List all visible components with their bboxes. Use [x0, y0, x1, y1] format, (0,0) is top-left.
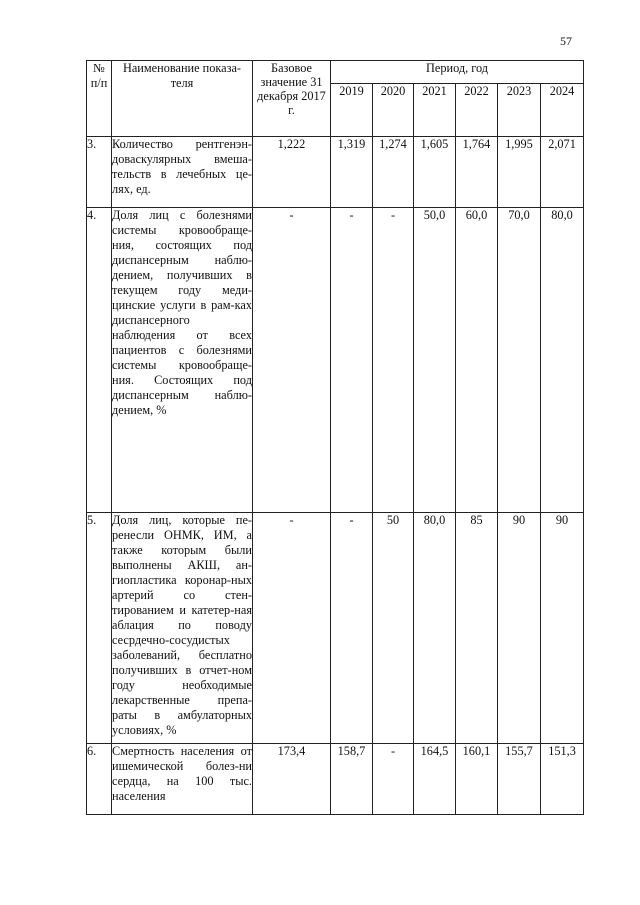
- value-2024: 90: [541, 513, 584, 744]
- base-value: -: [253, 208, 331, 513]
- value-2022: 160,1: [456, 744, 498, 815]
- indicator-name: Доля лиц, которые пе-ренесли ОНМК, ИМ, а также которым были выполнены АКШ, ан-гиопластика коронар-ных артерий со стен-тированием и катетер-ная аблация по поводу сесрдечно-сосудистых заболеваний, бесплатно получивших в отчет-ном году необходимые лекарственные препа-раты в амбулаторных условиях, %: [112, 513, 253, 744]
- row-number: 6.: [87, 744, 112, 815]
- value-2022: 60,0: [456, 208, 498, 513]
- indicator-name: Количество рентгенэн-доваскулярных вмеша-тельств в лечебных це-лях, ед.: [112, 137, 253, 208]
- header-year-2021: 2021: [414, 84, 456, 137]
- header-base-value: Базовое значение 31 декабря 2017 г.: [253, 61, 331, 137]
- header-year-2020: 2020: [373, 84, 414, 137]
- table-row: [87, 513, 584, 744]
- base-value: -: [253, 513, 331, 744]
- base-value: 173,4: [253, 744, 331, 815]
- value-2019: -: [331, 208, 373, 513]
- value-2019: -: [331, 513, 373, 744]
- value-2021: 164,5: [414, 744, 456, 815]
- base-value: 1,222: [253, 137, 331, 208]
- table-row: [87, 208, 584, 513]
- table-row: [87, 137, 584, 208]
- value-2019: 158,7: [331, 744, 373, 815]
- indicators-table: [86, 60, 584, 815]
- header-year-2023: 2023: [498, 84, 541, 137]
- value-2022: 1,764: [456, 137, 498, 208]
- table-header-row: [87, 61, 584, 84]
- row-number: 3.: [87, 137, 112, 208]
- header-year-2022: 2022: [456, 84, 498, 137]
- value-2023: 1,995: [498, 137, 541, 208]
- value-2021: 80,0: [414, 513, 456, 744]
- header-year-2019: 2019: [331, 84, 373, 137]
- table-row: [87, 744, 584, 815]
- value-2020: -: [373, 208, 414, 513]
- value-2021: 1,605: [414, 137, 456, 208]
- value-2019: 1,319: [331, 137, 373, 208]
- value-2024: 151,3: [541, 744, 584, 815]
- row-number: 5.: [87, 513, 112, 744]
- value-2024: 2,071: [541, 137, 584, 208]
- header-num: № п/п: [87, 61, 112, 137]
- header-period: Период, год: [331, 61, 584, 84]
- header-name: Наименование показа-теля: [112, 61, 253, 137]
- value-2023: 70,0: [498, 208, 541, 513]
- header-year-2024: 2024: [541, 84, 584, 137]
- value-2022: 85: [456, 513, 498, 744]
- value-2023: 155,7: [498, 744, 541, 815]
- indicator-name: Смертность населения от ишемической болез-ни сердца, на 100 тыс. населения: [112, 744, 253, 815]
- value-2024: 80,0: [541, 208, 584, 513]
- value-2021: 50,0: [414, 208, 456, 513]
- value-2020: 1,274: [373, 137, 414, 208]
- value-2020: 50: [373, 513, 414, 744]
- value-2023: 90: [498, 513, 541, 744]
- value-2020: -: [373, 744, 414, 815]
- row-number: 4.: [87, 208, 112, 513]
- page-number: 57: [560, 34, 572, 48]
- indicator-name: Доля лиц с болезнями системы кровообраще-ния, состоящих под диспансерным наблю-дением, получивших в текущем году меди-цинские услуги в рам-ках диспансерного наблюдения от всех пациентов с болезнями системы кровообраще-ния. Состоящих под диспансерным наблю-дением, %: [112, 208, 253, 513]
